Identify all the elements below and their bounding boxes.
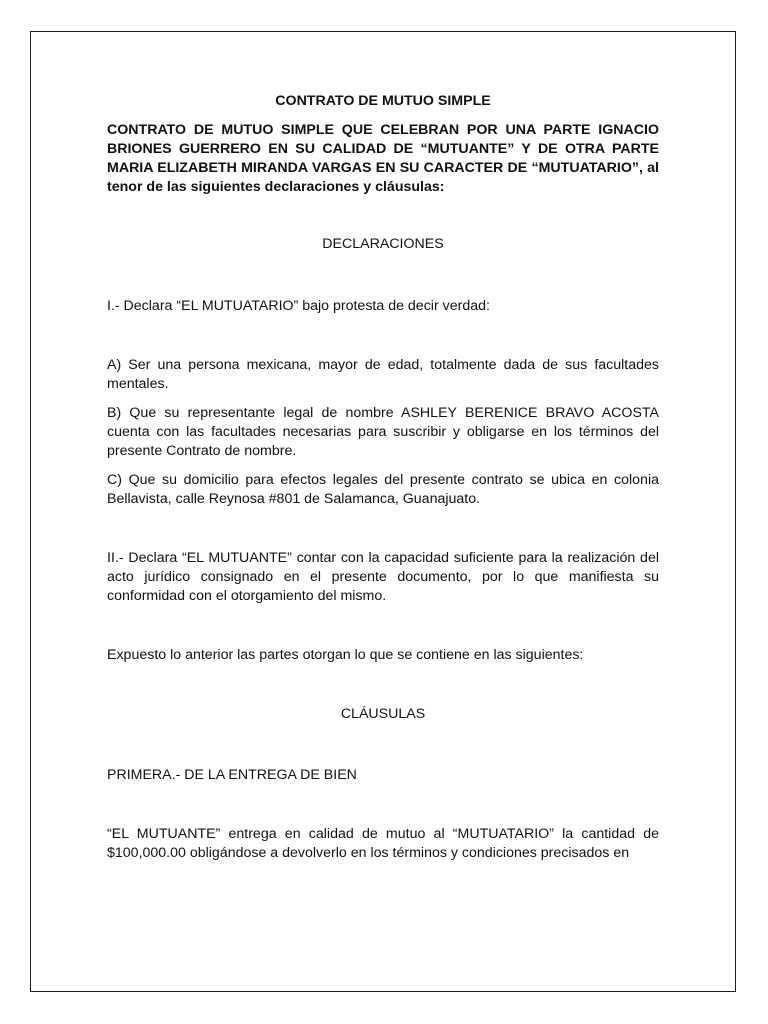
clausula-primera-text: “EL MUTUANTE” entrega en calidad de mutuo al “MUTUATARIO” la cantidad de $100,000.00 obligándose a devolverlo en los términos y condiciones precisados en <box>107 826 659 861</box>
expuesto-paragraph: Expuesto lo anterior las partes otorgan lo que se contiene en las siguientes: <box>107 647 584 663</box>
document-body <box>107 92 659 863</box>
declaracion-mutuatario: I.- Declara “EL MUTUATARIO” bajo protesta de decir verdad: <box>107 298 490 314</box>
declaracion-mutuante: II.- Declara “EL MUTUANTE” contar con la capacidad suficiente para la realización del acto jurídico consignado en el presente documento, por lo que manifiesta su conformidad con el otorgamiento del mismo. <box>107 550 659 604</box>
declaracion-item-b: B) Que su representante legal de nombre ASHLEY BERENICE BRAVO ACOSTA cuenta con las facultades necesarias para suscribir y obligarse en los términos del presente Contrato de nombre. <box>107 405 659 459</box>
contract-intro: CONTRATO DE MUTUO SIMPLE QUE CELEBRAN POR UNA PARTE IGNACIO BRIONES GUERRERO EN SU CALIDAD DE “MUTUANTE” Y DE OTRA PARTE MARIA ELIZABETH MIRANDA VARGAS EN SU CARACTER DE “MUTUATARIO”, al tenor de las siguientes declaraciones y cláusulas: <box>107 122 659 195</box>
declaraciones-heading: DECLARACIONES <box>322 236 444 252</box>
declaracion-item-c: C) Que su domicilio para efectos legales del presente contrato se ubica en colonia Bellavista, calle Reynosa #801 de Salamanca, Guanajuato. <box>107 472 659 507</box>
document-page <box>30 31 736 992</box>
document-title: CONTRATO DE MUTUO SIMPLE <box>275 93 491 109</box>
clausula-primera-heading: PRIMERA.- DE LA ENTREGA DE BIEN <box>107 767 357 783</box>
clausulas-heading: CLÁUSULAS <box>340 706 426 722</box>
declaracion-item-a: A) Ser una persona mexicana, mayor de edad, totalmente dada de sus facultades mentales. <box>107 357 659 392</box>
